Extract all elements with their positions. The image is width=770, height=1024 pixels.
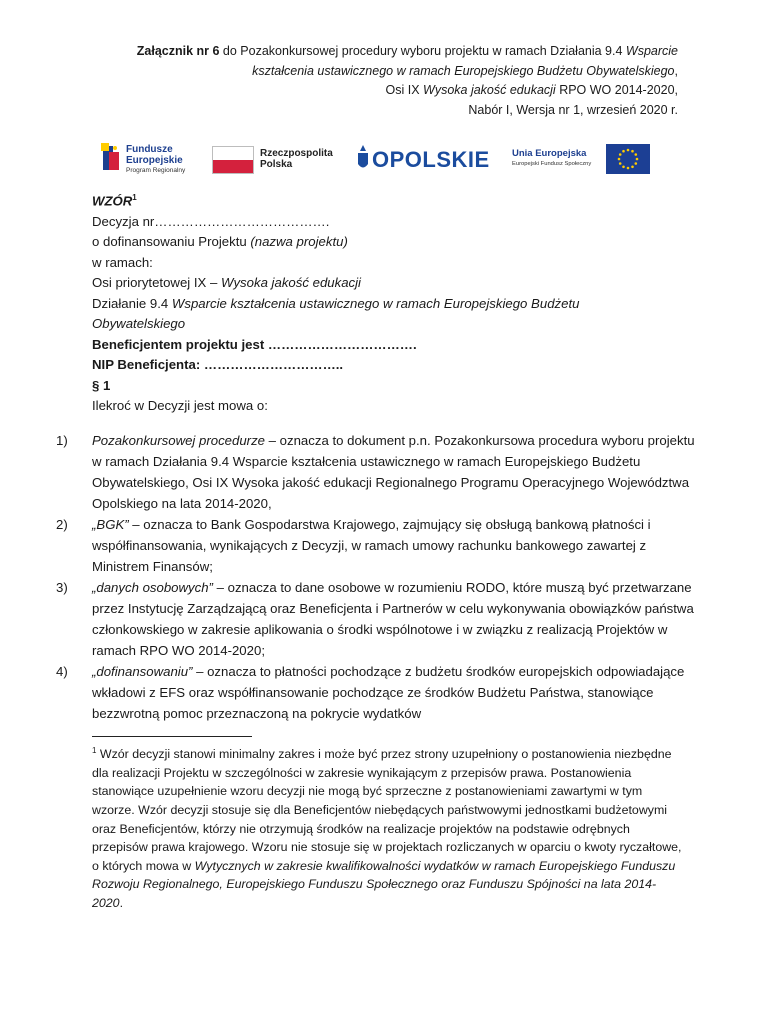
header-line2-text: , [674,63,678,78]
header-line3-b: RPO WO 2014-2020, [555,83,678,97]
item-number: 2) [56,517,68,532]
funding-line [92,232,692,253]
opolskie-text: OPOLSKIE [372,147,490,172]
fundusze-europejskie-logo [98,138,208,180]
eu-flag-icon [606,144,650,174]
decision-number-line: Decyzja nr…………………………………. [92,213,330,229]
fe-subtitle: Program Regionalny [126,167,186,174]
header-line4: Nabór I, Wersja nr 1, wrzesień 2020 r. [468,102,678,117]
funding-text: o dofinansowaniu Projektu [92,234,251,250]
footnote-divider [92,736,252,737]
decision-header [92,188,692,417]
beneficiary-line: Beneficjentem projektu jest ……………………………. [92,336,417,352]
header-line3-italic: Wysoka jakość edukacji [423,83,556,97]
priority-axis-text: Osi priorytetowej IX – [92,275,221,291]
header-line1-italic: Wsparcie [625,44,678,58]
defined-term: Pozakonkursowej procedurze [92,433,265,448]
definitions-intro: Ilekroć w Decyzji jest mowa o: [92,398,268,414]
paragraph-number: § 1 [92,377,111,393]
fe-name-line1: Fundusze [126,144,173,155]
polish-flag-icon [212,146,254,174]
rp-name-line1: Rzeczpospolita [260,148,333,159]
attachment-number: Załącznik nr 6 [136,44,220,58]
wzor-label: WZÓR [92,193,133,209]
fe-name-line2: Europejskie [126,155,183,166]
unia-europejska-logo [512,138,650,180]
project-name-placeholder: (nazwa projektu) [250,234,348,250]
attachment-header [58,42,678,120]
item-number: 1) [56,433,68,448]
defined-term: „BGK” [92,517,129,532]
footnote-text: Wzór decyzji stanowi minimalny zakres i może być przez strony uzupełniony o postanowienia niezbędne dla realizacji Projektu w szczególności w zakresie wynikającym z przepisów prawa. Postanowienia stanowiące uzupełnienie wzoru decyzji nie mogą być sprzeczne z postanowieniami zawartymi w tym wzorze. Wzór decyzji stosuje się dla Beneficjentów niebędących państwowymi jednostkami budżetowymi oraz Beneficjentów, którzy nie otrzymują środków na realizacje projektów na podstawie odrębnych przepisów prawa krajowego. Wzoru nie stosuje się w projektach rozliczanych w oparciu o kwoty ryczałtowe, o których mowa w [92,747,682,873]
rzeczpospolita-polska-logo [212,138,333,180]
definition-text: – oznacza to dokument p.n. Pozakonkursowa procedura wyboru projektu w ramach Działania 9.4 Wsparcie kształcenia ustawicznego w ramach Europejskiego Budżetu Obywatelskiego, Osi IX Wysoka jakość edukacji Regionalnego Programu Operacyjnego Województwa Opolskiego na lata 2014-2020, [92,433,695,511]
defined-term: „dofinansowaniu” [92,664,193,679]
item-number: 4) [56,664,68,679]
measure-name-part2: Obywatelskiego [92,316,186,332]
measure-name-part1: Wsparcie kształcenia ustawicznego w ramach Europejskiego Budżetu [171,295,580,311]
opolskie-logo [356,138,492,180]
definition-text: – oznacza to płatności pochodzące z budżetu środków europejskich odpowiadające wkładowi z EFS oraz współfinansowanie pochodzące ze środków Budżetu Państwa, stanowiące bezzwrotną pomoc przeznaczoną na pokrycie wydatków [92,664,685,721]
list-item [56,430,696,514]
footnote-reference: 1 [132,193,137,202]
template-title [92,188,692,212]
footnote-guidelines-title: Wytycznych w zakresie kwalifikowalności wydatków w ramach Europejskiego Funduszu Rozwoju Regionalnego, Europejskiego Funduszu Społecznego oraz Funduszu Spójności na lata 2014-2020 [92,858,676,910]
definition-text: – oznacza to dane osobowe w rozumieniu RODO, które muszą być przetwarzane przez Instytucję Zarządzającą oraz Beneficjenta i Partnerów w celu wykonywania obowiązków państwa członkowskiego w zakresie aplikowania o środki wspólnotowe i w związku z realizacją Projektów w ramach RPO WO 2014-2020; [92,580,694,658]
within-line: w ramach: [92,254,153,270]
list-item [56,514,696,577]
nip-line: NIP Beneficjenta: ………………………….. [92,357,344,373]
ue-name: Unia Europejska [512,148,587,159]
header-line2-italic: kształcenia ustawicznego w ramach Europejskiego Budżetu Obywatelskiego [252,63,675,78]
header-line3-a: Osi IX [385,83,424,97]
ue-subtitle: Europejski Fundusz Społeczny [512,161,592,167]
defined-term: „danych osobowych” [92,580,213,595]
footnote-end: . [119,895,124,910]
header-line1-text: do Pozakonkursowej procedury wyboru projektu w ramach Działania 9.4 [219,44,626,58]
rzeczpospolita-polska-text [260,148,333,170]
definitions-list [56,430,696,724]
opolskie-crest-icon [356,144,370,172]
unia-europejska-text [512,148,591,170]
priority-axis-name: Wysoka jakość edukacji [221,275,361,291]
item-number: 3) [56,580,68,595]
footnote-mark: 1 [92,746,97,755]
footnote [92,742,682,912]
measure-text: Działanie 9.4 [92,295,172,311]
definition-text: – oznacza to Bank Gospodarstwa Krajowego, zajmujący się obsługą bankową płatności i współfinansowania, wynikających z Decyzji, w ramach umowy rachunku bankowego zawartej z Ministrem Finansów; [92,517,651,574]
measure-line [92,294,692,315]
fundusze-europejskie-icon [100,142,122,174]
list-item [56,661,696,724]
list-item [56,577,696,661]
fundusze-europejskie-text [126,144,185,175]
priority-axis-line [92,273,692,294]
rp-name-line2: Polska [260,159,293,170]
logo-bar [98,138,650,180]
